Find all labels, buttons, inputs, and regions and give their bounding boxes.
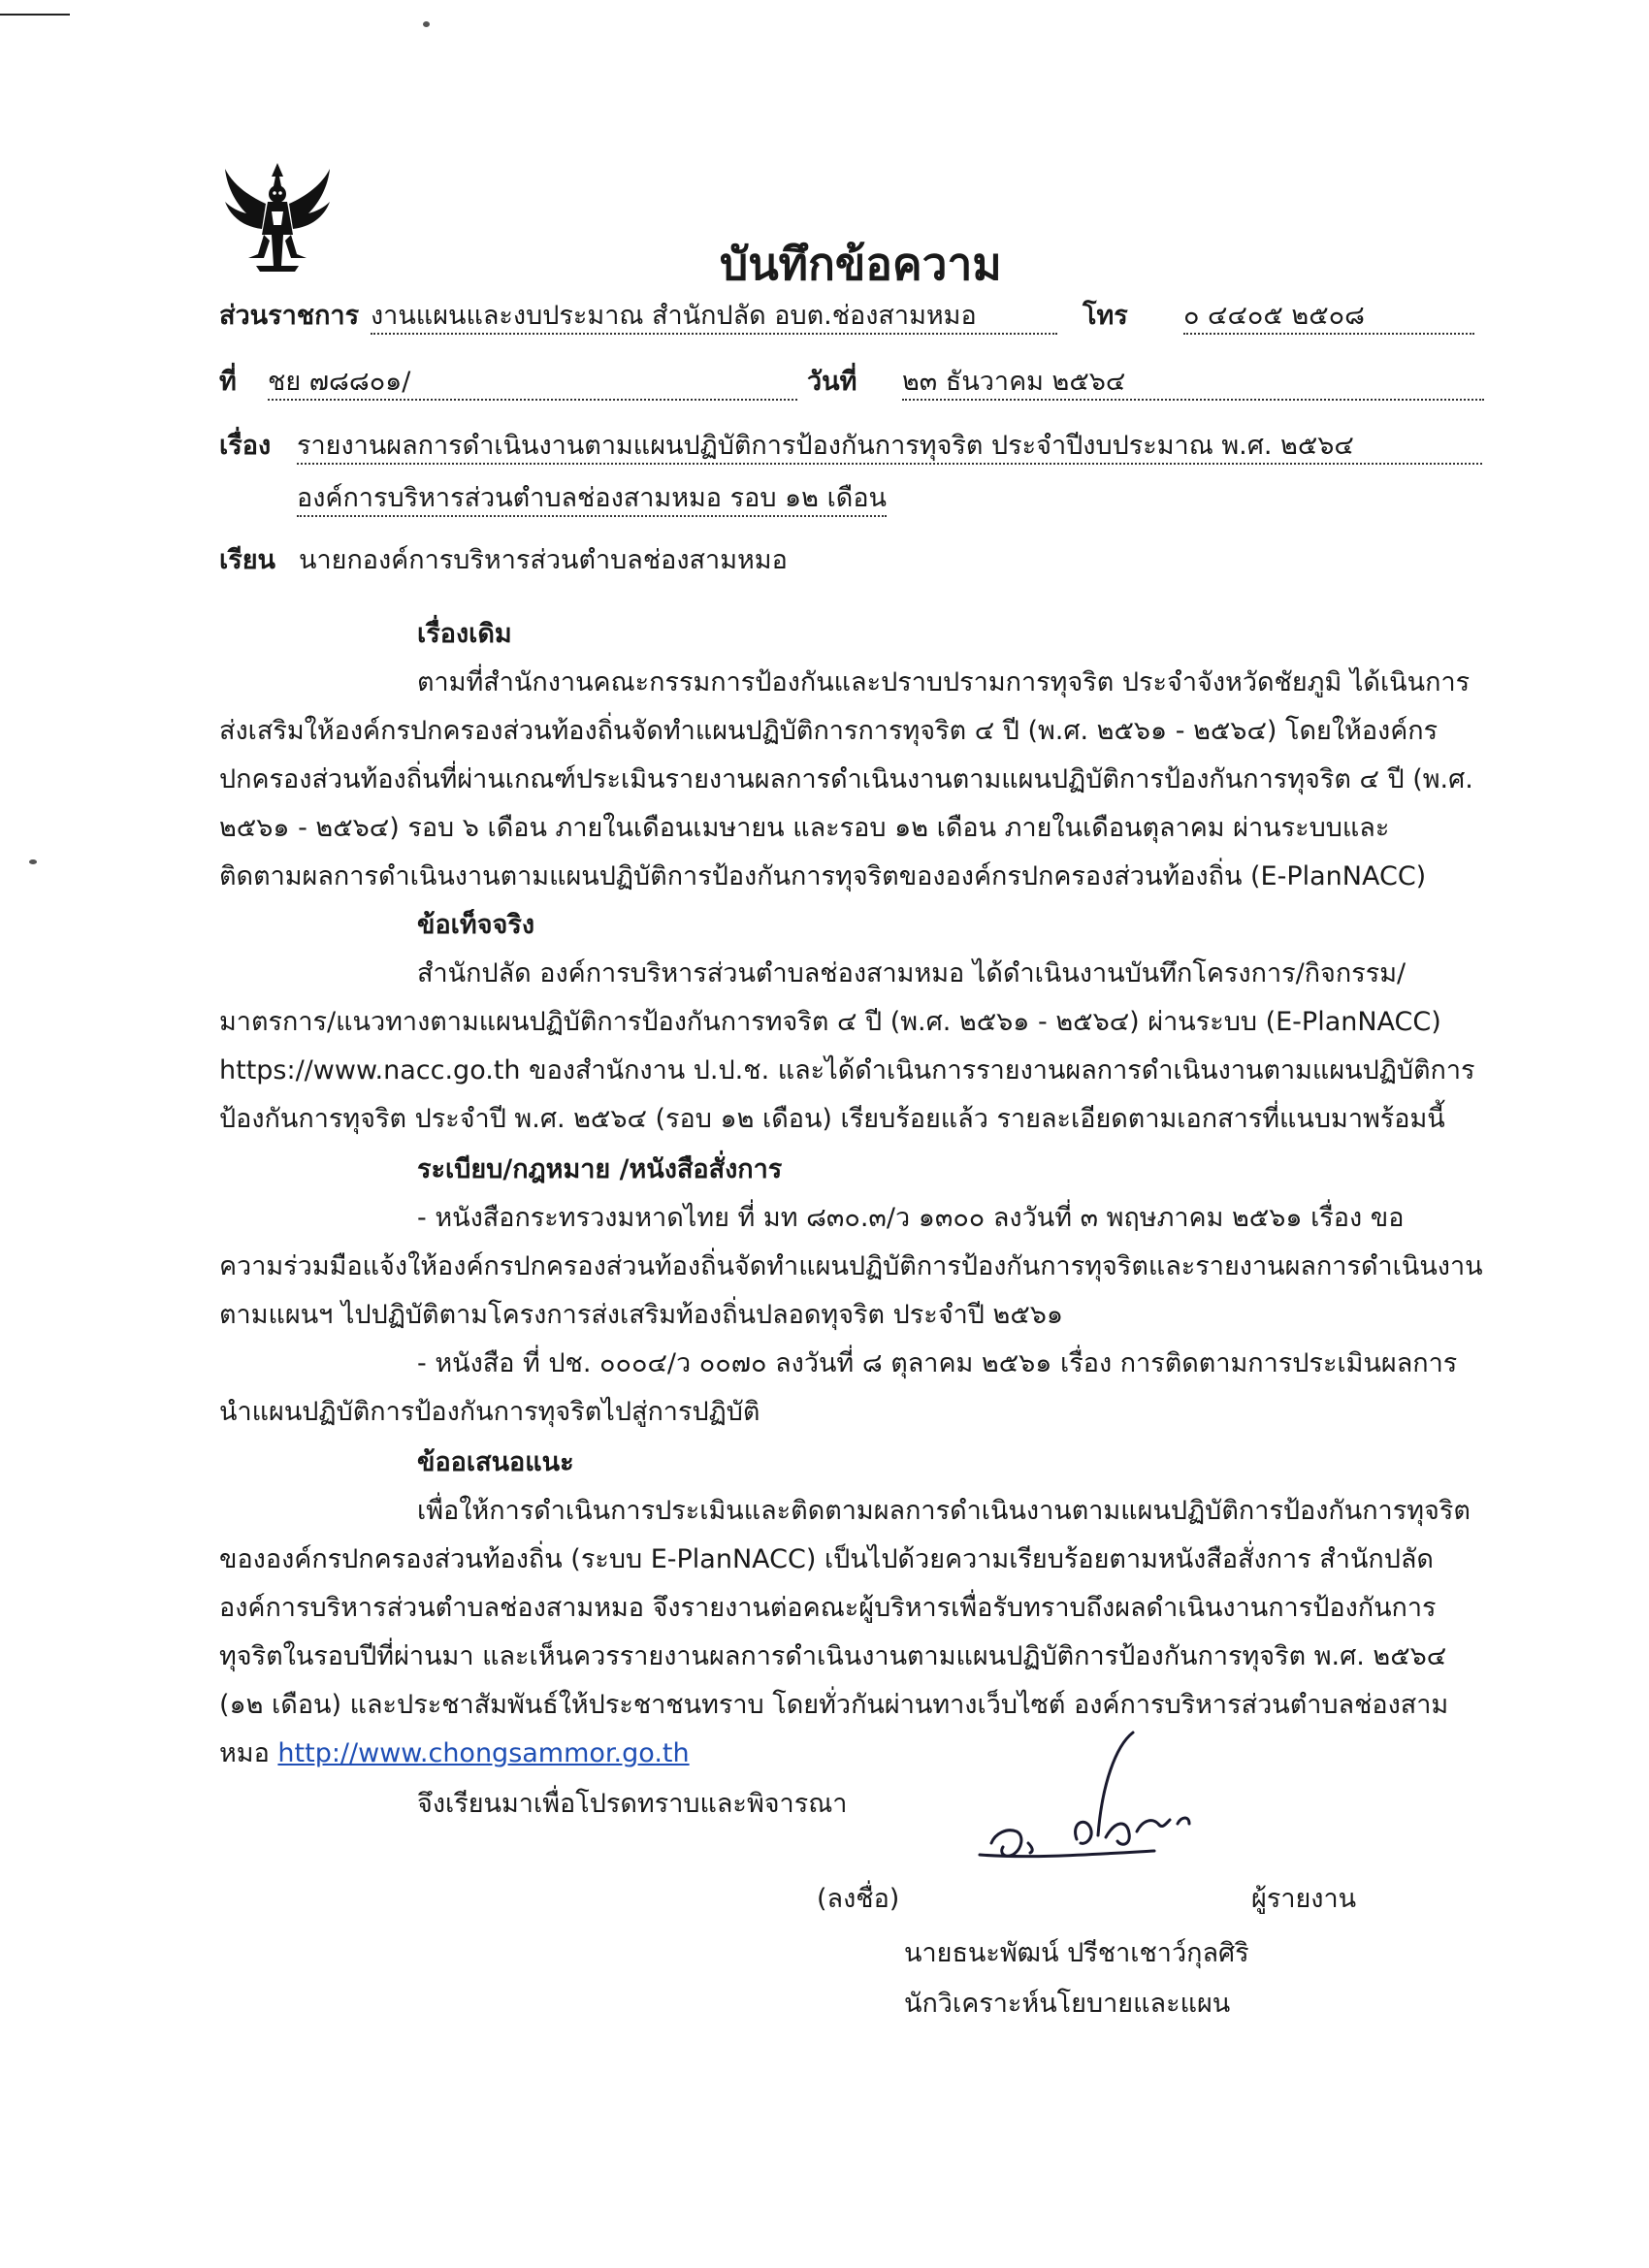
garuda-emblem-icon (219, 157, 336, 274)
ref-label: ที่ (219, 367, 237, 397)
paragraph-line-last (219, 1740, 690, 1766)
paragraph-line: ขององค์กรปกครองส่วนท้องถิ่น (ระบบ E-PlanNACC) เป็นไปด้วยความเรียบร้อยตามหนังสือสั่งการ สำนักปลัด (219, 1544, 1434, 1574)
page-title: บันทึกข้อความ (720, 238, 1002, 290)
paragraph-line: ปกครองส่วนท้องถิ่นที่ผ่านเกณฑ์ประเมินรายงานผลการดำเนินงานตามแผนปฏิบัติการป้องกันการทุจริต ๔ ปี (พ.ศ. (219, 764, 1473, 794)
paragraph-line: มาตรการ/แนวทางตามแผนปฏิบัติการป้องกันการทจริต ๔ ปี (พ.ศ. ๒๕๖๑ - ๒๕๖๔) ผ่านระบบ (E-PlanNACC) (219, 1007, 1441, 1037)
paragraph-line: ทุจริตในรอบปีที่ผ่านมา และเห็นควรรายงานผลการดำเนินงานตามแผนปฏิบัติการป้องกันการทุจริต พ.ศ. ๒๕๖๔ (219, 1641, 1447, 1671)
section-heading-facts: ข้อเท็จจริง (417, 910, 535, 940)
scan-mark (0, 14, 70, 16)
ref-value: ชย ๗๘๘๐๑/ (268, 369, 797, 401)
scan-speck (423, 21, 430, 27)
paragraph-line: ป้องกันการทุจริต ประจำปี พ.ศ. ๒๕๖๔ (รอบ ๑๒ เดือน) เรียบร้อยแล้ว รายละเอียดตามเอกสารที่แนบมาพร้อมนี้ (219, 1104, 1445, 1134)
signatory-position: นักวิเคราะห์นโยบายและแผน (904, 1989, 1231, 2019)
paragraph-line: (๑๒ เดือน) และประชาสัมพันธ์ให้ประชาชนทราบ โดยทั่วกันผ่านทางเว็บไซต์ องค์การบริหารส่วนตำบลช่องสาม (219, 1690, 1449, 1720)
signatory-name: นายธนะพัฒน์ ปรีชาเชาว์กุลศิริ (904, 1938, 1249, 1968)
paragraph-line: ติดตามผลการดำเนินงานตามแผนปฏิบัติการป้องกันการทุจริตขององค์กรปกครองส่วนท้องถิ่น (E-PlanNACC) (219, 861, 1427, 891)
website-link[interactable]: http://www.chongsammor.go.th (277, 1738, 690, 1768)
paragraph-line: องค์การบริหารส่วนตำบลช่องสามหมอ จึงรายงานต่อคณะผู้บริหารเพื่อรับทราบถึงผลดำเนินงานการป้องกันการ (219, 1593, 1437, 1623)
agency-label: ส่วนราชการ (219, 301, 360, 331)
phone-label: โทร (1083, 301, 1128, 331)
to-label: เรียน (219, 545, 276, 575)
section-heading-regulations: ระเบียบ/กฎหมาย /หนังสือสั่งการ (417, 1154, 783, 1184)
to-value: นายกองค์การบริหารส่วนตำบลช่องสามหมอ (299, 545, 788, 575)
paragraph-line: - หนังสือกระทรวงมหาดไทย ที่ มท ๘๓๐.๓/ว ๑๓๐๐ ลงวันที่ ๓ พฤษภาคม ๒๕๖๑ เรื่อง ขอ (417, 1203, 1405, 1233)
paragraph-line: เพื่อให้การดำเนินการประเมินและติดตามผลการดำเนินงานตามแผนปฏิบัติการป้องกันการทุจริต (417, 1496, 1471, 1526)
paragraph-line: ๒๕๖๑ - ๒๕๖๔) รอบ ๖ เดือน ภายในเดือนเมษายน และรอบ ๑๒ เดือน ภายในเดือนตุลาคม ผ่านระบบและ (219, 813, 1390, 843)
paragraph-line: - หนังสือ ที่ ปช. ๐๐๐๔/ว ๐๐๗๐ ลงวันที่ ๘ ตุลาคม ๒๕๖๑ เรื่อง การติดตามการประเมินผลการ (417, 1348, 1458, 1378)
section-heading-recommendations: ข้ออเสนอแนะ (417, 1447, 574, 1477)
paragraph-line: นำแผนปฏิบัติการป้องกันการทุจริตไปสู่การปฏิบัติ (219, 1397, 760, 1427)
closing-text: จึงเรียนมาเพื่อโปรดทราบและพิจารณา (417, 1789, 848, 1819)
scan-speck (29, 859, 37, 864)
handwritten-signature (970, 1727, 1290, 1901)
paragraph-line: ตามที่สำนักงานคณะกรรมการป้องกันและปราบปรามการทุจริต ประจำจังหวัดชัยภูมิ ได้เนินการ (417, 667, 1471, 697)
paragraph-line: สำนักปลัด องค์การบริหารส่วนตำบลช่องสามหมอ ได้ดำเนินงานบันทึกโครงการ/กิจกรรม/ (417, 958, 1406, 988)
date-label: วันที่ (807, 367, 857, 397)
paragraph-line: ตามแผนฯ ไปปฏิบัติตามโครงการส่งเสริมท้องถิ่นปลอดทุจริต ประจำปี ๒๕๖๑ (219, 1300, 1064, 1330)
signature-role: ผู้รายงาน (1251, 1884, 1357, 1914)
agency-value: งานแผนและงบประมาณ สำนักปลัด อบต.ช่องสามหมอ (371, 303, 1057, 335)
paragraph-line: https://www.nacc.go.th ของสำนักงาน ป.ป.ช. และได้ดำเนินการรายงานผลการดำเนินงานตามแผนปฏิบัติการ (219, 1055, 1475, 1085)
paragraph-line: ความร่วมมือแจ้งให้องค์กรปกครองส่วนท้องถิ่นจัดทำแผนปฏิบัติการป้องกันการทุจริตและรายงานผลการดำเนินงาน (219, 1251, 1483, 1281)
section-heading-background: เรื่องเดิม (417, 619, 512, 649)
subject-line-1: รายงานผลการดำเนินงานตามแผนปฏิบัติการป้องกันการทุจริต ประจำปีงบประมาณ พ.ศ. ๒๕๖๔ (297, 433, 1482, 465)
paragraph-text: หมอ (219, 1738, 270, 1768)
paragraph-line: ส่งเสริมให้องค์กรปกครองส่วนท้องถิ่นจัดทำแผนปฏิบัติการการทุจริต ๔ ปี (พ.ศ. ๒๕๖๑ - ๒๕๖๔) โดยให้องค์กร (219, 716, 1439, 746)
subject-label: เรื่อง (219, 431, 272, 461)
date-value: ๒๓ ธันวาคม ๒๕๖๔ (902, 369, 1484, 401)
signature-label: (ลงชื่อ) (817, 1884, 900, 1914)
phone-value: ๐ ๔๔๐๕ ๒๕๐๘ (1183, 303, 1474, 335)
subject-line-2: องค์การบริหารส่วนตำบลช่องสามหมอ รอบ ๑๒ เดือน (297, 485, 887, 517)
